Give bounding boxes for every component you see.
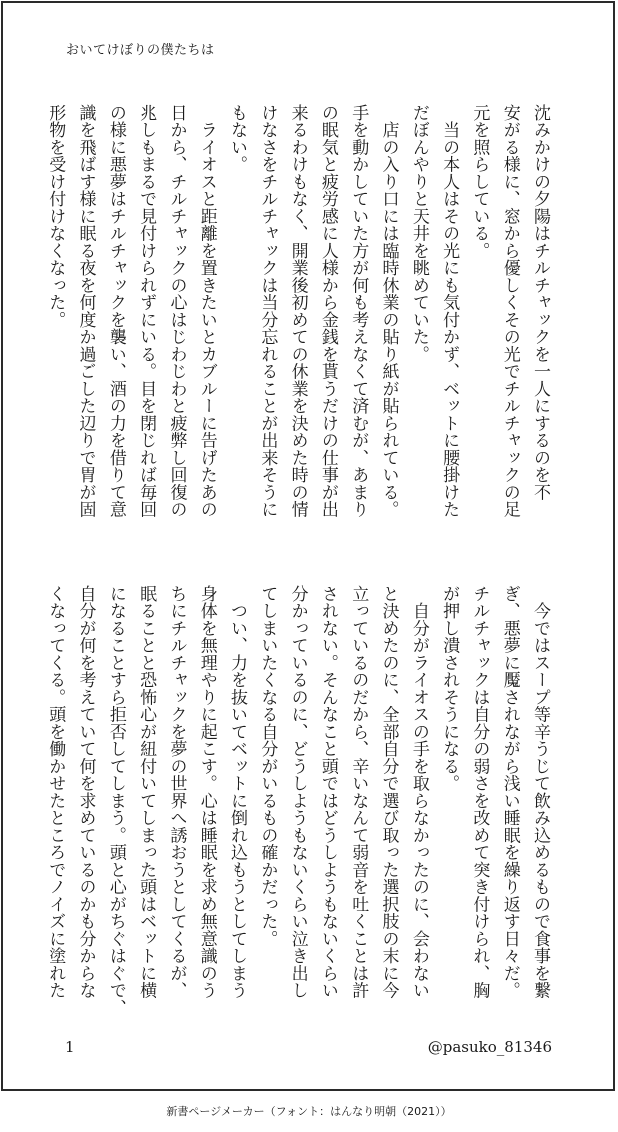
page-number: 1 — [65, 1038, 75, 1056]
generator-caption: 新書ページメーカー（フォント：はんなり明朝（2021）） — [166, 1105, 452, 1118]
upper-text-block: 沈みかけの夕陽はチルチャックを一人にするのを不 安がる様に、窓から優しくその光でチルチャックの足 元を照らしている。 当の本人はその光にも気付かず、ベットに腰掛けた だぼんやりと天井を眺めていた。 店の入り口には臨時休業の貼り紙が貼られている。 手を動かしていた方が何も考えなくて済むが、あまり の眠気と疲労感に人様から金銭を貰うだけの仕事が出 来るわけもなく、開業後初めての休業を決めた時の情 けなさをチルチャックは当分忘れることが出来そうに もない。 ライオスと距離を置きたいとカブルーに告げたあの 日から、チルチャックの心はじわじわと疲弊し回復の 兆しもまるで見付けられずにいる。目を閉じれば毎回 の様に悪夢はチルチャックを襲い、酒の力を借りて意 識を飛ばす様に眠る夜を何度か過ごした辺りで胃が固 形物を受け付けなくなった。 — [45, 104, 550, 518]
lower-text-block: 今ではスープ等辛うじて飲み込めるもので食事を繋 ぎ、悪夢に魘されながら浅い睡眠を繰り返す日々だ。 チルチャックは自分の弱さを改めて突き付けられ、胸 が押し潰されそうになる。 自分がライオスの手を取らなかったのに、会わない と決めたのに、全部自分で選び取った選択肢の末に今 立っているのだから、辛いなんて弱音を吐くことは許 されない。そんなこと頭ではどうしようもないくらい 分かっているのに、どうしようもないくらい泣き出し てしまいたくなる自分がいるもの確かだった。 つい、力を抜いてベットに倒れ込もうとしてしまう 身体を無理やりに起こす。心は睡眠を求め無意識のう ちにチルチャックを夢の世界へ誘おうとしてくるが、 眠ることと恐怖心が紐付いてしまった頭はベットに横 になることすら拒否してしまう。頭と心がちぐはぐで、 自分が何を考えていて何を求めているのかも分からな くなってくる。頭を働かせたところでノイズに塗れた — [45, 585, 550, 1017]
running-title: おいてけぼりの僕たちは — [66, 43, 215, 58]
book-page — [1, 1, 615, 1091]
author-handle: @pasuko_81346 — [427, 1038, 552, 1056]
